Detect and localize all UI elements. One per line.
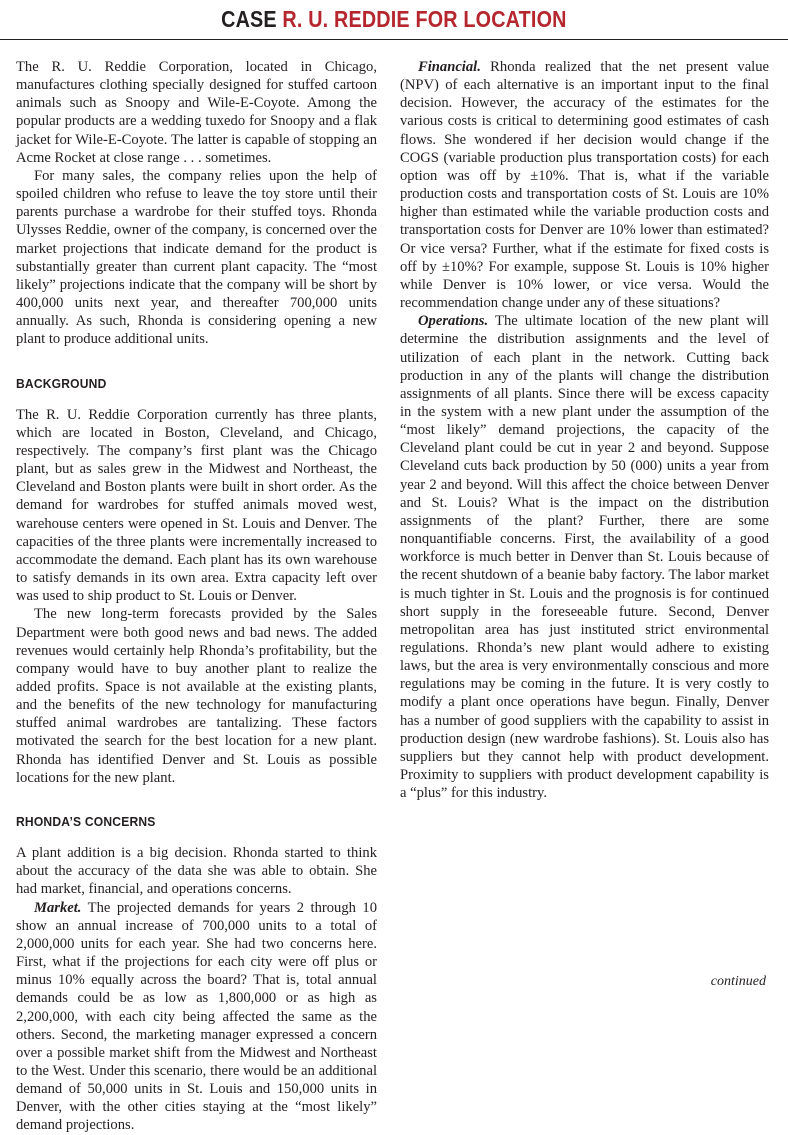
concerns-paragraph-1: A plant addition is a big decision. Rhonda started to think about the accuracy of the data she was able to obtain. She had market, financial, and operations concerns. — [16, 845, 377, 898]
operations-text: The ultimate location of the new plant will determine the distribution assignments and the level of utilization of each plant in the network. Cutting back production in any of the plants will change the distribution assignments of all plants. Since there will be excess capacity in the system with a new plant under the assumption of the “most likely” demand projections, the capacity of the Cleveland plant could be cut in year 2 and beyond. Suppose Cleveland cuts back production by 50 (000) units a year from year 2 and beyond. Will this affect the choice between Denver and St. Louis? What is the impact on the distribution assignments of the plant? Further, there are some nonquantifiable concerns. First, the availability of a good workforce is much better in Denver than St. Louis because of the recent shutdown of a beanie baby factory. The labor market is much tighter in St. Louis and the prognosis is for continued short supply in the foreseeable future. Second, Denver metropolitan area has just instituted strict environmental regulations. Rhonda’s new plant would adhere to existing laws, but the area is very environmentally conscious and more regulations may be coming in the future. It is very costly to modify a plant once operations have begun. Finally, Denver has a number of good suppliers with the capability to assist in production design (new wardrobe fashions). St. Louis also has suppliers but they cannot help with product development. Proximity to suppliers with product development capability is a “plus” for this industry. — [400, 313, 769, 802]
market-paragraph — [16, 899, 377, 1135]
intro-paragraph-2: For many sales, the company relies upon the help of spoiled children who refuse to leave the toy store until their parents purchase a wardrobe for their stuffed toys. Rhonda Ulysses Reddie, owner of the company, is concerned over the market projections that indicate demand for the product is substantially greater than current plant capacity. The “most likely” projections indicate that the company will be short by 400,000 units next year, and thereafter 700,000 units annually. As such, Rhonda is considering opening a new plant to produce additional units. — [16, 167, 377, 348]
intro-paragraph-1: The R. U. Reddie Corporation, located in Chicago, manufactures clothing specially designed for stuffed cartoon animals such as Snoopy and Wile-E-Coyote. Among the popular products are a wedding tuxedo for Snoopy and a flak jacket for Wile-E-Coyote. The latter is capable of stopping an Acme Rocket at close range . . . sometimes. — [16, 59, 377, 166]
background-heading: BACKGROUND — [16, 375, 107, 391]
concerns-heading: RHONDA’S CONCERNS — [16, 813, 156, 829]
financial-paragraph — [400, 58, 769, 312]
financial-lead: Financial. — [418, 59, 481, 75]
operations-paragraph — [400, 312, 769, 802]
operations-lead: Operations. — [418, 313, 489, 330]
background-paragraph-1: The R. U. Reddie Corporation currently has three plants, which are located in Boston, Cleveland, and Chicago, respectively. The company’s first plant was the Chicago plant, but as sales grew in the Midwest and Northeast, the Cleveland and Boston plants were built in short order. As the demand for wardrobes for stuffed animals moved west, warehouse centers were opened in St. Louis and Denver. The capacities of the three plants were incrementally increased to accommodate the demand. Each plant has its own warehouse to satisfy demands in its own area. Extra capacity left over was used to ship product to St. Louis or Denver. — [16, 406, 377, 605]
background-paragraph-2: The new long-term forecasts provided by the Sales Department were both good news and bad news. The added revenues would certainly help Rhonda’s profitability, but the company would have to buy another plant to realize the added profits. Space is not available at the existing plants, and the benefits of the new technology for manufacturing stuffed animal wardrobes are tantalizing. These factors motivated the search for the best location for a new plant. Rhonda has identified Denver and St. Louis as possible locations for the new plant. — [16, 606, 377, 786]
case-title — [221, 6, 566, 33]
case-header — [0, 0, 788, 40]
market-text: The projected demands for years 2 through 10 show an annual increase of 700,000 units to a total of 2,000,000 units for each year. She had two concerns here. First, what if the projections for each city were off plus or minus 10% equally across the board? That is, total annual demands could be as low as 1,800,000 or as high as 2,200,000, with each city being affected the same as the others. Second, the marketing manager expressed a concern over a possible market shift from the Midwest and Northeast to the West. Under this scenario, there would be an additional demand of 50,000 units in St. Louis and 150,000 units in Denver, with the other cities staying at the “most likely” demand projections. — [16, 899, 377, 1134]
continued-label: continued — [710, 974, 766, 989]
financial-text: Rhonda realized that the net present value (NPV) of each alternative is an important input to the final decision. However, the accuracy of the estimates for the various costs is critical to determining good estimates of cash flows. She wondered if her decision would change if the COGS (variable production plus transportation costs) for each option was off by ±10%. That is, what if the variable production costs and transportation costs of St. Louis are 10% higher than estimated while the variable production costs and transportation costs for Denver are 10% lower than estimated? Or vice versa? Further, what if the estimate for fixed costs is off by ±10%? For example, suppose St. Louis is 10% higher while Denver is 10% lower, or vice versa. Would the recommendation change under any of these situations? — [400, 59, 769, 312]
right-column — [400, 58, 769, 802]
left-column — [16, 58, 377, 1135]
case-name: R. U. REDDIE FOR LOCATION — [282, 6, 567, 32]
case-prefix: CASE — [221, 6, 283, 32]
market-lead: Market. — [34, 899, 82, 916]
